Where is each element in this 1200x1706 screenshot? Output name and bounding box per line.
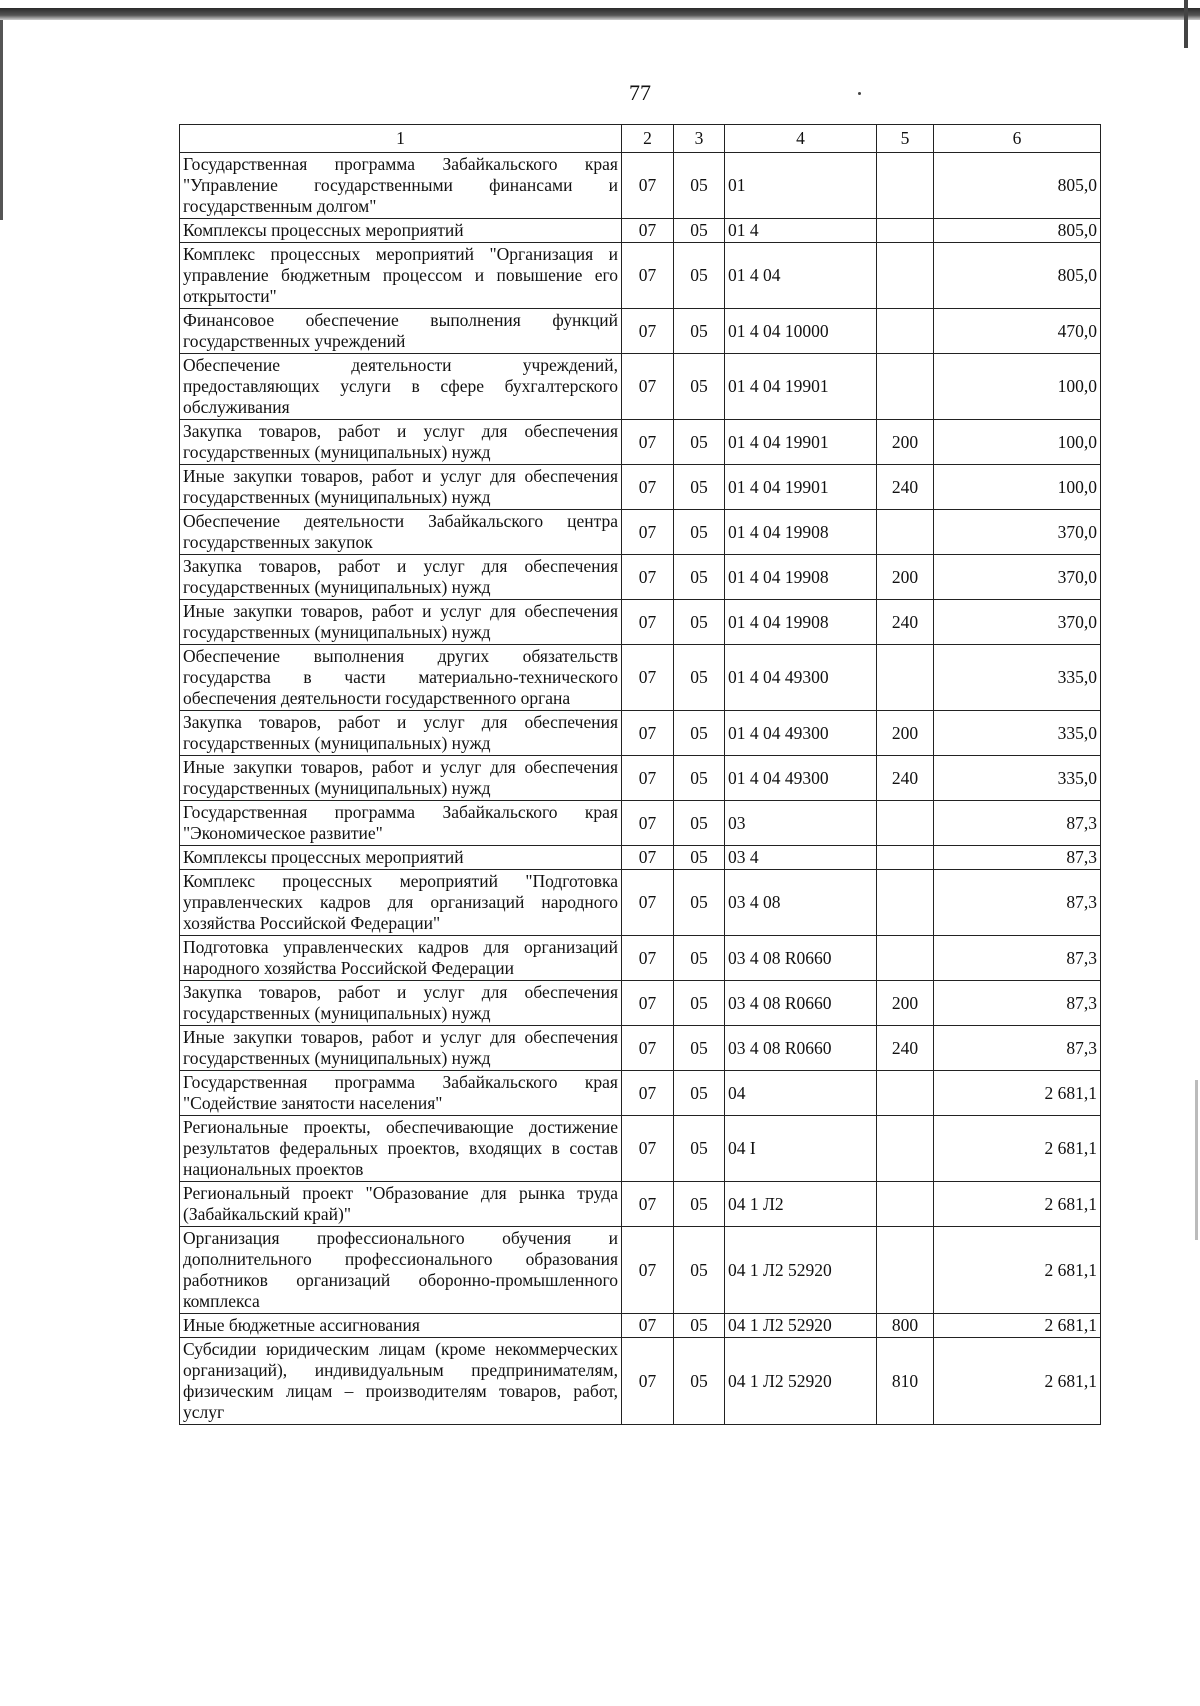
row-target-code: 01 4 04 19908 (725, 510, 877, 555)
row-target-code: 01 4 04 19901 (725, 465, 877, 510)
row-name: Комплекс процессных мероприятий "Организация и управление бюджетным процессом и повышение его открытости" (180, 243, 622, 309)
row-amount: 2 681,1 (934, 1314, 1101, 1338)
row-name: Комплексы процессных мероприятий (180, 219, 622, 243)
table-row (180, 711, 1101, 756)
row-expense-type (877, 936, 934, 981)
table-body (180, 153, 1101, 1425)
table-row (180, 243, 1101, 309)
row-amount: 370,0 (934, 600, 1101, 645)
row-amount: 805,0 (934, 243, 1101, 309)
row-target-code: 01 4 04 10000 (725, 309, 877, 354)
header-col-4: 4 (725, 125, 877, 153)
row-subsection: 05 (674, 600, 725, 645)
row-amount: 2 681,1 (934, 1227, 1101, 1314)
table-row (180, 846, 1101, 870)
row-name: Иные закупки товаров, работ и услуг для обеспечения государственных (муниципальных) нужд (180, 1026, 622, 1071)
row-expense-type (877, 801, 934, 846)
row-target-code: 03 4 08 (725, 870, 877, 936)
row-subsection: 05 (674, 510, 725, 555)
row-section: 07 (622, 756, 674, 801)
row-expense-type: 200 (877, 981, 934, 1026)
row-subsection: 05 (674, 1338, 725, 1425)
row-expense-type (877, 870, 934, 936)
header-col-5: 5 (877, 125, 934, 153)
row-subsection: 05 (674, 981, 725, 1026)
row-name: Закупка товаров, работ и услуг для обеспечения государственных (муниципальных) нужд (180, 981, 622, 1026)
table-row (180, 645, 1101, 711)
row-subsection: 05 (674, 1071, 725, 1116)
row-expense-type (877, 153, 934, 219)
row-name: Подготовка управленческих кадров для организаций народного хозяйства Российской Федерации (180, 936, 622, 981)
scan-edge-top (0, 8, 1200, 20)
row-target-code: 01 4 04 19908 (725, 555, 877, 600)
row-name: Комплексы процессных мероприятий (180, 846, 622, 870)
row-target-code: 03 (725, 801, 877, 846)
header-col-6: 6 (934, 125, 1101, 153)
row-target-code: 04 1 Л2 52920 (725, 1338, 877, 1425)
scan-edge-right (1184, 0, 1188, 48)
row-amount: 87,3 (934, 936, 1101, 981)
row-name: Комплекс процессных мероприятий "Подготовка управленческих кадров для организаций народного хозяйства Российской Федерации" (180, 870, 622, 936)
row-section: 07 (622, 801, 674, 846)
table-row (180, 555, 1101, 600)
row-section: 07 (622, 153, 674, 219)
row-expense-type: 200 (877, 555, 934, 600)
row-name: Финансовое обеспечение выполнения функций государственных учреждений (180, 309, 622, 354)
row-name: Иные закупки товаров, работ и услуг для обеспечения государственных (муниципальных) нужд (180, 756, 622, 801)
row-target-code: 01 4 04 19901 (725, 354, 877, 420)
row-amount: 370,0 (934, 555, 1101, 600)
row-name: Иные закупки товаров, работ и услуг для обеспечения государственных (муниципальных) нужд (180, 465, 622, 510)
row-name: Государственная программа Забайкальского края "Содействие занятости населения" (180, 1071, 622, 1116)
row-expense-type (877, 1071, 934, 1116)
table-row (180, 1314, 1101, 1338)
header-row (180, 125, 1101, 153)
table-row (180, 510, 1101, 555)
row-section: 07 (622, 465, 674, 510)
row-subsection: 05 (674, 711, 725, 756)
table-row (180, 981, 1101, 1026)
row-amount: 335,0 (934, 756, 1101, 801)
row-section: 07 (622, 243, 674, 309)
row-target-code: 04 1 Л2 (725, 1182, 877, 1227)
row-name: Закупка товаров, работ и услуг для обеспечения государственных (муниципальных) нужд (180, 555, 622, 600)
row-section: 07 (622, 1314, 674, 1338)
row-name: Государственная программа Забайкальского края "Управление государственными финансами и государственным долгом" (180, 153, 622, 219)
row-subsection: 05 (674, 1116, 725, 1182)
row-subsection: 05 (674, 555, 725, 600)
row-amount: 87,3 (934, 870, 1101, 936)
row-section: 07 (622, 1227, 674, 1314)
row-amount: 2 681,1 (934, 1182, 1101, 1227)
row-name: Субсидии юридическим лицам (кроме некоммерческих организаций), индивидуальным предпринимателям, физическим лицам – производителям товаров, работ, услуг (180, 1338, 622, 1425)
row-target-code: 04 (725, 1071, 877, 1116)
table-row (180, 1026, 1101, 1071)
table-row (180, 465, 1101, 510)
row-expense-type (877, 354, 934, 420)
row-subsection: 05 (674, 801, 725, 846)
row-target-code: 03 4 08 R0660 (725, 1026, 877, 1071)
page-number: 77 (629, 80, 651, 105)
row-section: 07 (622, 1116, 674, 1182)
row-amount: 805,0 (934, 153, 1101, 219)
table-row (180, 756, 1101, 801)
row-name: Закупка товаров, работ и услуг для обеспечения государственных (муниципальных) нужд (180, 420, 622, 465)
row-section: 07 (622, 1338, 674, 1425)
row-target-code: 01 4 04 49300 (725, 711, 877, 756)
row-subsection: 05 (674, 465, 725, 510)
row-section: 07 (622, 711, 674, 756)
row-expense-type (877, 309, 934, 354)
row-subsection: 05 (674, 756, 725, 801)
row-amount: 100,0 (934, 420, 1101, 465)
row-target-code: 01 4 04 19908 (725, 600, 877, 645)
table-row (180, 600, 1101, 645)
row-expense-type (877, 1182, 934, 1227)
row-section: 07 (622, 420, 674, 465)
row-amount: 335,0 (934, 711, 1101, 756)
row-target-code: 01 4 04 49300 (725, 645, 877, 711)
row-expense-type (877, 219, 934, 243)
row-target-code: 01 4 (725, 219, 877, 243)
row-amount: 100,0 (934, 465, 1101, 510)
row-section: 07 (622, 645, 674, 711)
row-target-code: 03 4 (725, 846, 877, 870)
budget-table (179, 124, 1101, 1425)
row-name: Обеспечение деятельности учреждений, предоставляющих услуги в сфере бухгалтерского обслуживания (180, 354, 622, 420)
row-subsection: 05 (674, 645, 725, 711)
table-row (180, 420, 1101, 465)
row-section: 07 (622, 1071, 674, 1116)
row-target-code: 03 4 08 R0660 (725, 981, 877, 1026)
table-row (180, 870, 1101, 936)
row-section: 07 (622, 555, 674, 600)
row-subsection: 05 (674, 309, 725, 354)
row-name: Обеспечение выполнения других обязательств государства в части материально-технического обеспечения деятельности государственного органа (180, 645, 622, 711)
row-subsection: 05 (674, 420, 725, 465)
row-section: 07 (622, 936, 674, 981)
row-amount: 87,3 (934, 981, 1101, 1026)
row-subsection: 05 (674, 846, 725, 870)
table-row (180, 1227, 1101, 1314)
row-amount: 87,3 (934, 846, 1101, 870)
row-expense-type: 800 (877, 1314, 934, 1338)
table-row (180, 153, 1101, 219)
row-amount: 2 681,1 (934, 1116, 1101, 1182)
table-row (180, 801, 1101, 846)
row-amount: 2 681,1 (934, 1071, 1101, 1116)
row-target-code: 01 (725, 153, 877, 219)
row-section: 07 (622, 870, 674, 936)
row-subsection: 05 (674, 870, 725, 936)
row-expense-type: 200 (877, 711, 934, 756)
row-subsection: 05 (674, 153, 725, 219)
row-amount: 2 681,1 (934, 1338, 1101, 1425)
row-target-code: 01 4 04 (725, 243, 877, 309)
row-target-code: 04 1 Л2 52920 (725, 1314, 877, 1338)
table-row (180, 309, 1101, 354)
row-section: 07 (622, 510, 674, 555)
table-row (180, 936, 1101, 981)
row-expense-type (877, 846, 934, 870)
row-section: 07 (622, 1182, 674, 1227)
row-section: 07 (622, 981, 674, 1026)
header-col-2: 2 (622, 125, 674, 153)
row-name: Региональный проект "Образование для рынка труда (Забайкальский край)" (180, 1182, 622, 1227)
table-row (180, 219, 1101, 243)
row-expense-type (877, 510, 934, 555)
row-expense-type (877, 645, 934, 711)
row-name: Государственная программа Забайкальского края "Экономическое развитие" (180, 801, 622, 846)
row-expense-type: 240 (877, 600, 934, 645)
row-expense-type (877, 243, 934, 309)
table-header (180, 125, 1101, 153)
row-amount: 100,0 (934, 354, 1101, 420)
row-expense-type: 240 (877, 1026, 934, 1071)
row-subsection: 05 (674, 936, 725, 981)
row-section: 07 (622, 219, 674, 243)
row-name: Обеспечение деятельности Забайкальского центра государственных закупок (180, 510, 622, 555)
row-section: 07 (622, 600, 674, 645)
row-subsection: 05 (674, 219, 725, 243)
row-section: 07 (622, 846, 674, 870)
row-name: Иные закупки товаров, работ и услуг для обеспечения государственных (муниципальных) нужд (180, 600, 622, 645)
row-name: Региональные проекты, обеспечивающие достижение результатов федеральных проектов, входящих в состав национальных проектов (180, 1116, 622, 1182)
row-subsection: 05 (674, 1182, 725, 1227)
row-expense-type: 240 (877, 756, 934, 801)
row-section: 07 (622, 1026, 674, 1071)
row-expense-type (877, 1227, 934, 1314)
row-subsection: 05 (674, 1026, 725, 1071)
row-expense-type (877, 1116, 934, 1182)
row-subsection: 05 (674, 1314, 725, 1338)
row-expense-type: 810 (877, 1338, 934, 1425)
scan-edge-right-lower (1195, 1080, 1198, 1240)
row-amount: 805,0 (934, 219, 1101, 243)
row-amount: 470,0 (934, 309, 1101, 354)
row-section: 07 (622, 309, 674, 354)
table-row (180, 1116, 1101, 1182)
row-name: Закупка товаров, работ и услуг для обеспечения государственных (муниципальных) нужд (180, 711, 622, 756)
table-row (180, 1071, 1101, 1116)
row-subsection: 05 (674, 1227, 725, 1314)
row-subsection: 05 (674, 243, 725, 309)
row-subsection: 05 (674, 354, 725, 420)
row-expense-type: 240 (877, 465, 934, 510)
row-name: Организация профессионального обучения и дополнительного профессионального образования работников организаций оборонно-промышленного комплекса (180, 1227, 622, 1314)
scan-edge-left (0, 20, 3, 220)
table-row (180, 354, 1101, 420)
row-target-code: 04 I (725, 1116, 877, 1182)
row-name: Иные бюджетные ассигнования (180, 1314, 622, 1338)
table-row (180, 1182, 1101, 1227)
row-target-code: 01 4 04 19901 (725, 420, 877, 465)
header-col-1: 1 (180, 125, 622, 153)
row-amount: 335,0 (934, 645, 1101, 711)
row-section: 07 (622, 354, 674, 420)
row-amount: 87,3 (934, 1026, 1101, 1071)
row-target-code: 01 4 04 49300 (725, 756, 877, 801)
table-row (180, 1338, 1101, 1425)
header-col-3: 3 (674, 125, 725, 153)
row-amount: 87,3 (934, 801, 1101, 846)
row-expense-type: 200 (877, 420, 934, 465)
row-target-code: 03 4 08 R0660 (725, 936, 877, 981)
row-target-code: 04 1 Л2 52920 (725, 1227, 877, 1314)
row-amount: 370,0 (934, 510, 1101, 555)
